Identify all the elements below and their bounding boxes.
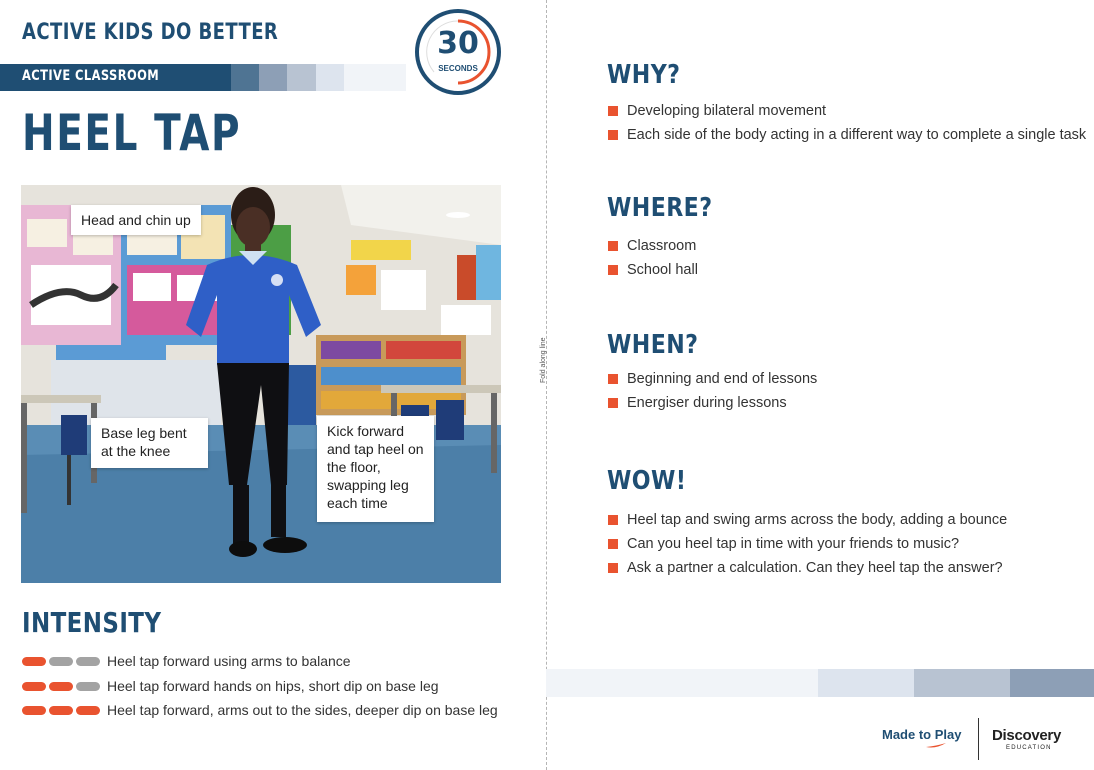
discovery-education-text: EDUCATION bbox=[1006, 745, 1052, 751]
callout-kick-line: Kick forward bbox=[327, 423, 405, 439]
discovery-logo: Discovery bbox=[992, 727, 1062, 744]
intensity-pill-filled bbox=[76, 706, 100, 715]
bullet-square-icon bbox=[608, 130, 618, 140]
intensity-pill-empty bbox=[49, 657, 73, 666]
intensity-pill-filled bbox=[49, 682, 73, 691]
brand-title: ACTIVE KIDS DO BETTER bbox=[22, 20, 279, 45]
why-item-text: Developing bilateral movement bbox=[627, 103, 827, 119]
logo-separator bbox=[978, 718, 979, 760]
intensity-text: Heel tap forward using arms to balance bbox=[107, 653, 351, 669]
when-item-text: Energiser during lessons bbox=[627, 395, 787, 411]
intensity-meter bbox=[22, 657, 102, 666]
why-heading: WHY? bbox=[607, 60, 681, 90]
intensity-heading: INTENSITY bbox=[22, 606, 162, 639]
wow-item-text: Can you heel tap in time with your friends to music? bbox=[627, 536, 960, 552]
when-item bbox=[608, 371, 817, 387]
band-swatch bbox=[259, 64, 287, 91]
bullet-square-icon bbox=[608, 539, 618, 549]
exercise-photo bbox=[21, 185, 501, 583]
intensity-pill-filled bbox=[49, 706, 73, 715]
bullet-square-icon bbox=[608, 241, 618, 251]
callout-kick bbox=[317, 416, 434, 522]
band-swatch bbox=[546, 669, 818, 697]
bullet-square-icon bbox=[608, 265, 618, 275]
when-item bbox=[608, 395, 787, 411]
why-item-text: Each side of the body acting in a different way to complete a single task bbox=[627, 127, 1087, 143]
why-item bbox=[608, 127, 1086, 143]
intensity-level-3 bbox=[22, 700, 498, 720]
intensity-level-2 bbox=[22, 676, 439, 696]
fold-label: Fold along line bbox=[540, 337, 547, 383]
exercise-title: HEEL TAP bbox=[22, 104, 242, 162]
band-swatch bbox=[316, 64, 344, 91]
callout-head: Head and chin up bbox=[71, 205, 201, 235]
band-swatch bbox=[1010, 669, 1094, 697]
bullet-square-icon bbox=[608, 374, 618, 384]
band-swatch bbox=[914, 669, 1010, 697]
wow-item bbox=[608, 512, 1007, 528]
band-swatch bbox=[818, 669, 914, 697]
callout-kick-line: and tap heel on bbox=[327, 441, 424, 457]
where-item bbox=[608, 238, 696, 254]
wow-item-text: Heel tap and swing arms across the body, adding a bounce bbox=[627, 512, 1008, 528]
intensity-pill-filled bbox=[22, 682, 46, 691]
intensity-text: Heel tap forward hands on hips, short dip on base leg bbox=[107, 678, 439, 694]
callout-base-leg bbox=[91, 418, 208, 468]
intensity-pill-filled bbox=[22, 706, 46, 715]
where-item-text: Classroom bbox=[627, 238, 697, 254]
wow-heading: WOW! bbox=[607, 466, 687, 496]
fold-line bbox=[546, 0, 547, 770]
section-label: ACTIVE CLASSROOM bbox=[22, 68, 160, 84]
callout-base-leg-line: Base leg bent bbox=[101, 425, 187, 441]
wow-item bbox=[608, 560, 1003, 576]
where-item bbox=[608, 262, 698, 278]
when-heading: WHEN? bbox=[607, 330, 699, 360]
callout-kick-line: the floor, bbox=[327, 459, 381, 475]
band-swatch bbox=[344, 64, 406, 91]
classroom-illustration bbox=[21, 185, 501, 583]
intensity-level-1 bbox=[22, 651, 351, 671]
why-item bbox=[608, 103, 826, 119]
when-item-text: Beginning and end of lessons bbox=[627, 371, 818, 387]
made-to-play-logo: Made to Play bbox=[882, 727, 962, 742]
intensity-pill-filled bbox=[22, 657, 46, 666]
timer-badge bbox=[414, 8, 502, 96]
callout-base-leg-line: at the knee bbox=[101, 443, 171, 459]
intensity-meter bbox=[22, 682, 102, 691]
intensity-pill-empty bbox=[76, 682, 100, 691]
wow-item bbox=[608, 536, 959, 552]
bullet-square-icon bbox=[608, 398, 618, 408]
bullet-square-icon bbox=[608, 563, 618, 573]
bullet-square-icon bbox=[608, 106, 618, 116]
band-swatch bbox=[287, 64, 316, 91]
intensity-pill-empty bbox=[76, 657, 100, 666]
bullet-square-icon bbox=[608, 515, 618, 525]
footer-band bbox=[546, 669, 1094, 697]
callout-kick-line: swapping leg bbox=[327, 477, 409, 493]
timer-unit: SECONDS bbox=[438, 64, 478, 73]
timer-value: 30 bbox=[437, 26, 479, 61]
swoosh-icon bbox=[926, 743, 946, 749]
intensity-text: Heel tap forward, arms out to the sides, deeper dip on base leg bbox=[107, 702, 498, 718]
where-heading: WHERE? bbox=[607, 193, 713, 223]
where-item-text: School hall bbox=[627, 262, 698, 278]
band-swatch bbox=[231, 64, 259, 91]
intensity-meter bbox=[22, 706, 102, 715]
callout-kick-line: each time bbox=[327, 495, 388, 511]
wow-item-text: Ask a partner a calculation. Can they heel tap the answer? bbox=[627, 560, 1003, 576]
